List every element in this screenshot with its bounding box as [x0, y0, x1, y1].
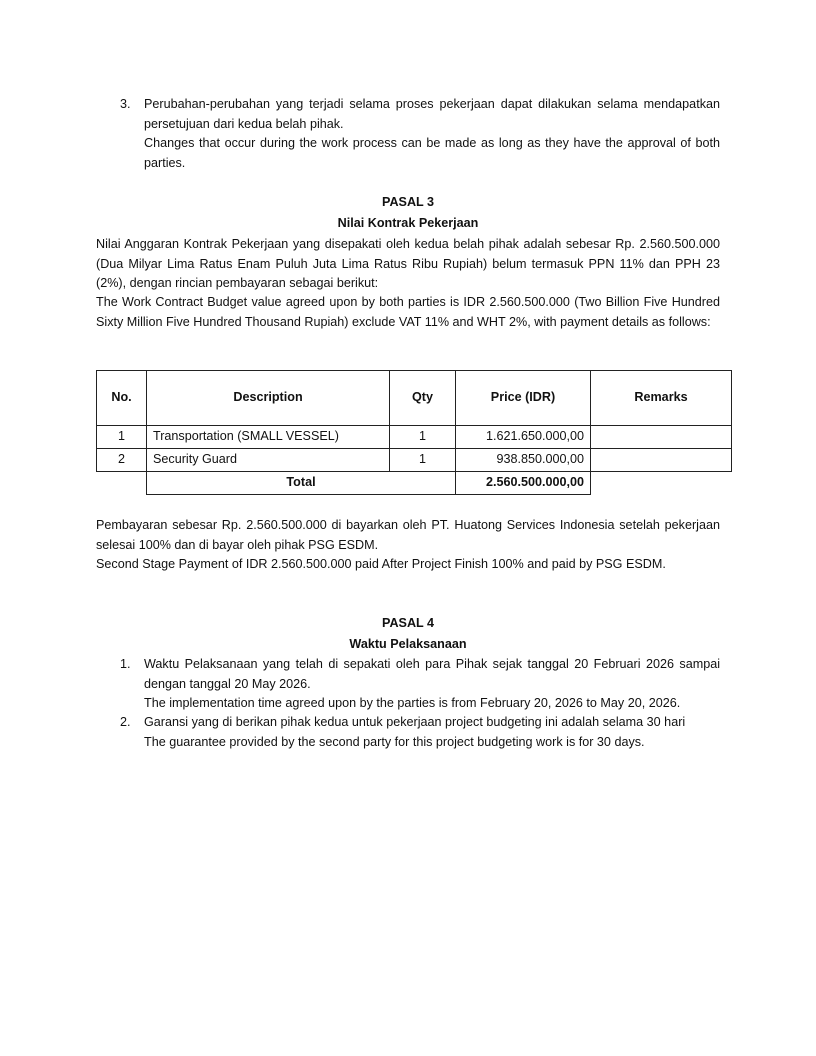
contract-value-paragraph-en: The Work Contract Budget value agreed upon by both parties is IDR 2.560.500.000 (Two Billion Five Hundred Sixty Million Five Hundred Thousand Rupiah) exclude VAT 11% and WHT 2%, with payment details as follows:	[96, 295, 720, 329]
list-item-3	[96, 95, 720, 173]
section-title: PASAL 4	[381, 616, 435, 630]
section-subtitle: Waktu Pelaksanaan	[349, 637, 467, 651]
cell-no: 2	[97, 449, 147, 472]
list-item-1	[96, 655, 720, 714]
list-item-text-en: The implementation time agreed upon by the parties is from February 20, 2026 to May 20, 2026.	[144, 696, 681, 710]
cell-remarks	[591, 449, 732, 472]
contract-table	[96, 370, 732, 495]
table-row	[97, 426, 732, 449]
list-item-text-en: The guarantee provided by the second party for this project budgeting work is for 30 days.	[144, 734, 645, 749]
column-header: Remarks	[591, 371, 732, 426]
section-subtitle: Nilai Kontrak Pekerjaan	[337, 216, 479, 230]
column-header: Description	[147, 371, 390, 426]
cell-qty: 1	[390, 426, 456, 449]
list-number: 3.	[120, 97, 131, 111]
payment-paragraph-id: Pembayaran sebesar Rp. 2.560.500.000 di bayarkan oleh PT. Huatong Services Indonesia setelah pekerjaan selesai 100% dan di bayar oleh pihak PSG ESDM.	[96, 518, 720, 552]
column-header: No.	[97, 371, 147, 426]
column-header: Price (IDR)	[456, 371, 591, 426]
cell-remarks	[591, 426, 732, 449]
contract-value-paragraph-id: Nilai Anggaran Kontrak Pekerjaan yang disepakati oleh kedua belah pihak adalah sebesar Rp. 2.560.500.000 (Dua Milyar Lima Ratus Enam Puluh Juta Lima Ratus Ribu Rupiah) belum termasuk PPN 11% dan PPH 23 (2%), dengan rincian pembayaran sebagai berikut:	[96, 237, 720, 290]
total-value: 2.560.500.000,00	[456, 472, 591, 495]
list-item-text-id: Perubahan-perubahan yang terjadi selama proses pekerjaan dapat dilakukan selama mendapatkan persetujuan dari kedua belah pihak.	[144, 97, 720, 131]
table-total-row	[97, 472, 732, 495]
cell-description: Transportation (SMALL VESSEL)	[147, 426, 390, 449]
table-row	[97, 449, 732, 472]
column-header: Qty	[390, 371, 456, 426]
list-number: 1.	[120, 657, 131, 671]
cell-price: 1.621.650.000,00	[456, 426, 591, 449]
list-item-text-en: Changes that occur during the work process can be made as long as they have the approval of both parties.	[144, 136, 720, 170]
total-label: Total	[147, 472, 456, 495]
cell-no: 1	[97, 426, 147, 449]
table-header-row	[97, 371, 732, 426]
cell-price: 938.850.000,00	[456, 449, 591, 472]
list-item-2	[96, 713, 720, 752]
section-title: PASAL 3	[381, 195, 435, 209]
cell-description: Security Guard	[147, 449, 390, 472]
payment-paragraph-en: Second Stage Payment of IDR 2.560.500.000 paid After Project Finish 100% and paid by PSG ESDM.	[96, 557, 666, 571]
list-item-text-id: Waktu Pelaksanaan yang telah di sepakati oleh para Pihak sejak tanggal 20 Februari 2026 sampai dengan tanggal 20 May 2026.	[144, 657, 720, 691]
cell-qty: 1	[390, 449, 456, 472]
list-item-text-id: Garansi yang di berikan pihak kedua untuk pekerjaan project budgeting ini adalah selama 30 hari	[144, 715, 686, 729]
list-number: 2.	[120, 715, 131, 729]
